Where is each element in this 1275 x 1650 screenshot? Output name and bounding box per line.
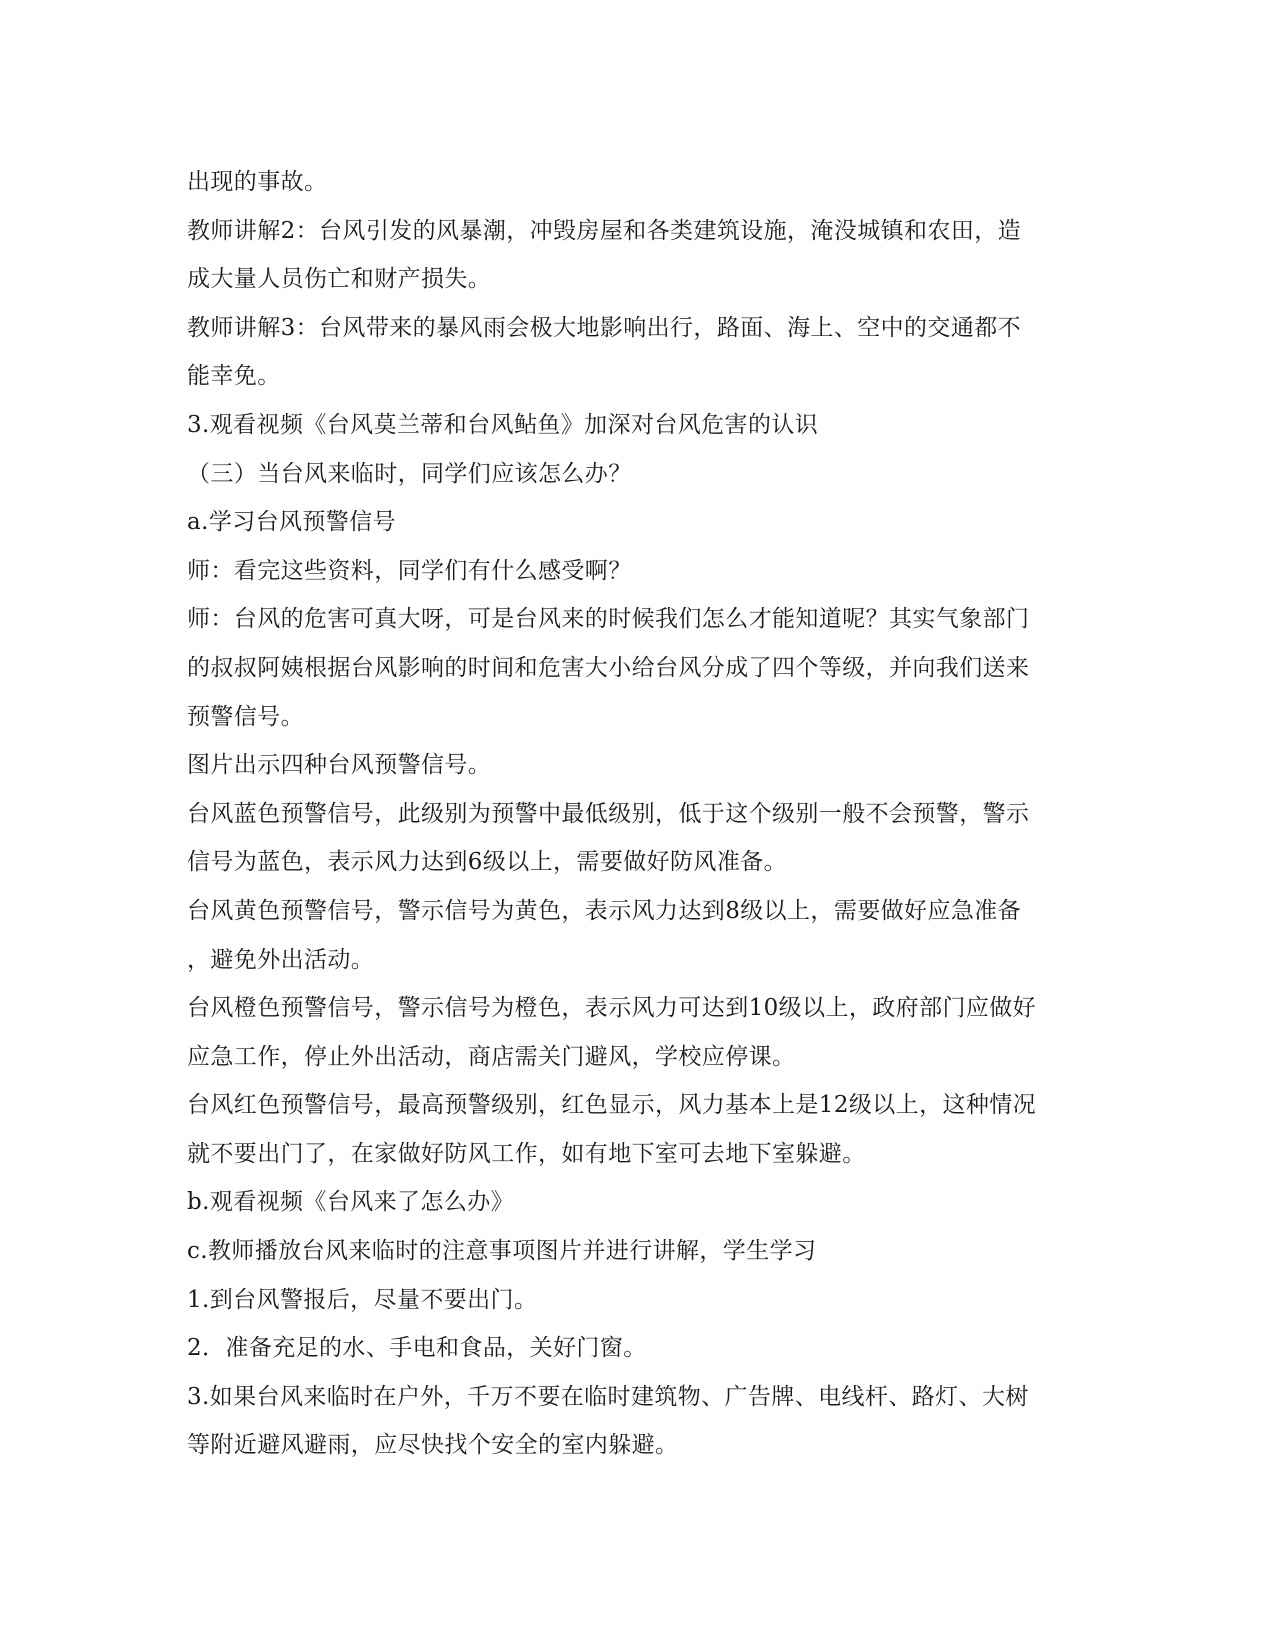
text-line: 台风蓝色预警信号，此级别为预警中最低级别，低于这个级别一般不会预警，警示 <box>187 800 1030 827</box>
text-line: 等附近避风避雨，应尽快找个安全的室内躲避。 <box>187 1432 679 1459</box>
text-line: 出现的事故。 <box>187 169 328 195</box>
text-line: b.观看视频《台风来了怎么办》 <box>187 1189 515 1216</box>
text-line: 台风橙色预警信号，警示信号为橙色，表示风力可达到10级以上，政府部门应做好 <box>187 995 1037 1022</box>
section-heading: （三）当台风来临时，同学们应该怎么办？ <box>187 460 632 487</box>
text-line: 图片出示四种台风预警信号。 <box>187 752 492 779</box>
text-line: 师：台风的危害可真大呀，可是台风来的时候我们怎么才能知道呢？其实气象部门 <box>187 606 1030 633</box>
text-line: 应急工作，停止外出活动，商店需关门避风，学校应停课。 <box>187 1043 796 1070</box>
text-line: 3.如果台风来临时在户外，千万不要在临时建筑物、广告牌、电线杆、路灯、大树 <box>187 1383 1029 1410</box>
text-line: c.教师播放台风来临时的注意事项图片并进行讲解，学生学习 <box>187 1238 817 1265</box>
text-line: 1.到台风警报后，尽量不要出门。 <box>187 1286 538 1313</box>
text-line: 的叔叔阿姨根据台风影响的时间和危害大小给台风分成了四个等级，并向我们送来 <box>187 654 1030 681</box>
text-line: ，避免外出活动。 <box>187 946 375 973</box>
text-line: 成大量人员伤亡和财产损失。 <box>187 266 492 293</box>
text-line: 师：看完这些资料，同学们有什么感受啊？ <box>187 557 632 584</box>
text-line: a.学习台风预警信号 <box>187 509 397 536</box>
text-line: 预警信号。 <box>187 703 304 730</box>
text-line: 2．准备充足的水、手电和食品，关好门窗。 <box>187 1335 647 1362</box>
text-line: 就不要出门了，在家做好防风工作，如有地下室可去地下室躲避。 <box>187 1140 866 1167</box>
text-line: 台风红色预警信号，最高预警级别，红色显示，风力基本上是12级以上，这种情况 <box>187 1092 1037 1119</box>
text-line: 能幸免。 <box>187 363 281 390</box>
text-line: 信号为蓝色，表示风力达到6级以上，需要做好防风准备。 <box>187 849 788 876</box>
text-line: 3.观看视频《台风莫兰蒂和台风鲇鱼》加深对台风危害的认识 <box>187 411 819 438</box>
text-line: 台风黄色预警信号，警示信号为黄色，表示风力达到8级以上，需要做好应急准备 <box>187 897 1022 924</box>
text-line: 教师讲解2：台风引发的风暴潮，冲毁房屋和各类建筑设施，淹没城镇和农田，造 <box>187 217 1022 244</box>
document-body <box>187 158 1087 1470</box>
text-line: 教师讲解3：台风带来的暴风雨会极大地影响出行，路面、海上、空中的交通都不 <box>187 314 1022 341</box>
